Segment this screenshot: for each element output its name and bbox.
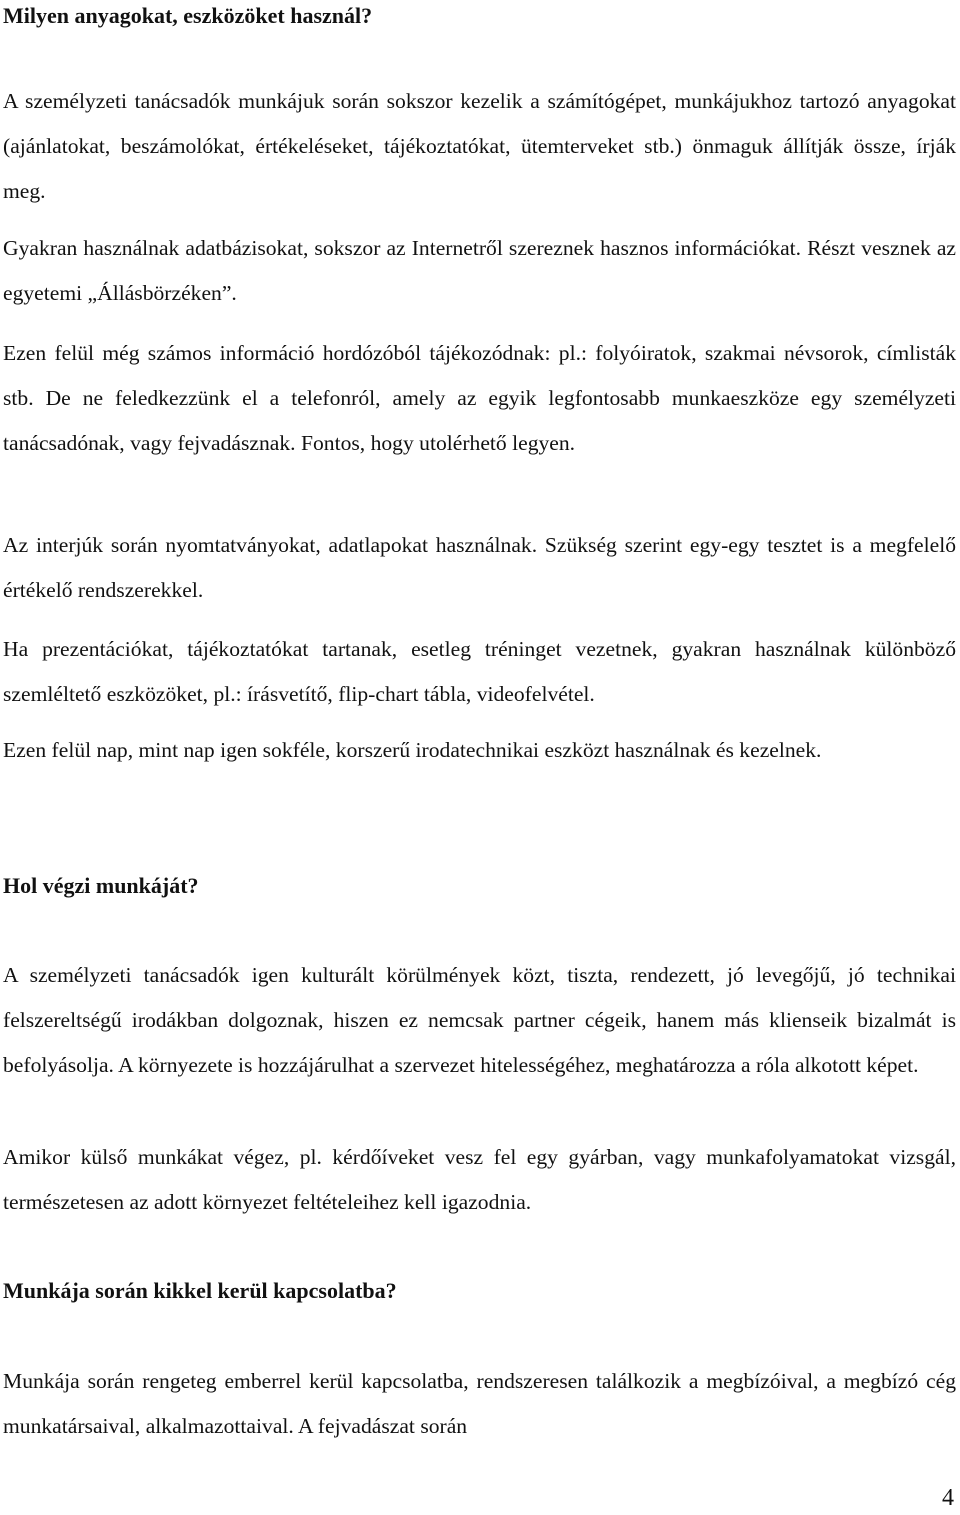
paragraph-information-sources: Ezen felül még számos információ hordózóból tájékozódnak: pl.: folyóiratok, szakmai névsorok, címlisták stb. De ne feledkezzünk el a telefonról, amely az egyik legfontosabb munkaeszköze egy személyzeti tanácsadónak, vagy fejvadásznak. Fontos, hogy utolérhető legyen. <box>3 341 956 455</box>
paragraph-external-work: Amikor külső munkákat végez, pl. kérdőíveket vesz fel egy gyárban, vagy munkafolyamatokat vizsgál, természetesen az adott környezet feltételeihez kell igazodnia. <box>3 1145 956 1214</box>
section-heading-workplace: Hol végzi munkáját? <box>3 873 199 898</box>
paragraph-office-equipment: Ezen felül nap, mint nap igen sokféle, korszerű irodatechnikai eszközt használnak és kezelnek. <box>3 738 822 762</box>
paragraph-computer-materials: A személyzeti tanácsadók munkájuk során sokszor kezelik a számítógépet, munkájukhoz tartozó anyagokat (ajánlatokat, beszámolókat, értékeléseket, tájékoztatókat, ütemterveket stb.) önmaguk állítják össze, írják meg. <box>3 89 956 203</box>
paragraph-interview-forms: Az interjúk során nyomtatványokat, adatlapokat használnak. Szükség szerint egy-egy tesztet is a megfelelő értékelő rendszerekkel. <box>3 533 956 602</box>
paragraph-office-conditions: A személyzeti tanácsadók igen kulturált körülmények közt, tiszta, rendezett, jó levegőjű, jó technikai felszereltségű irodákban dolgoznak, hiszen ez nemcsak partner cégeik, hanem más klienseik bizalmát is befolyásolja. A környezete is hozzájárulhat a szervezet hitelességéhez, meghatározza a róla alkotott képet. <box>3 963 956 1077</box>
paragraph-databases: Gyakran használnak adatbázisokat, sokszor az Internetről szereznek hasznos információkat. Részt vesznek az egyetemi „Állásbörzéken”. <box>3 236 956 305</box>
section-heading-materials: Milyen anyagokat, eszközöket használ? <box>3 3 373 28</box>
paragraph-presentations: Ha prezentációkat, tájékoztatókat tartanak, esetleg tréninget vezetnek, gyakran használnak különböző szemléltető eszközöket, pl.: írásvetítő, flip-chart tábla, videofelvétel. <box>3 637 956 706</box>
page-number: 4 <box>942 1485 954 1511</box>
paragraph-contacts: Munkája során rengeteg emberrel kerül kapcsolatba, rendszeresen találkozik a megbízóival, a megbízó cég munkatársaival, alkalmazottaival. A fejvadászat során <box>3 1369 956 1438</box>
section-heading-contacts: Munkája során kikkel kerül kapcsolatba? <box>3 1278 397 1303</box>
